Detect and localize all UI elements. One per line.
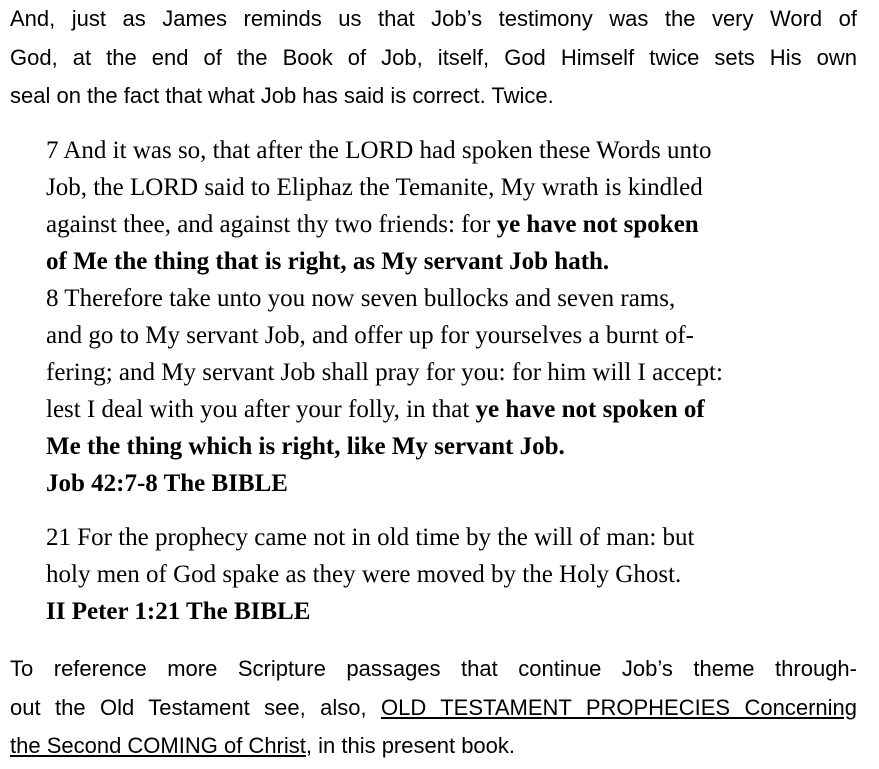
verse-8-line-3: fering; and My servant Job shall pray for you: for him will I accept:	[46, 359, 723, 386]
intro-line-1: And, just as James reminds us that Job’s testimony was the very Word of	[10, 6, 857, 31]
verse-8-emphasis: ye have not spoken of	[475, 396, 705, 423]
verse-7-line-3	[46, 206, 836, 243]
verse-7-line-4: of Me the thing that is right, as My servant Job hath.	[46, 248, 610, 275]
verse-8-line-1: 8 Therefore take unto you now seven bullocks and seven rams,	[46, 285, 676, 312]
verse-7-text: against thee, and against thy two friends: for	[46, 211, 497, 238]
verse-7-line-2: Job, the LORD said to Eliphaz the Temanite, My wrath is kindled	[46, 174, 703, 201]
verse-7-line-1: 7 And it was so, that after the LORD had spoken these Words unto	[46, 137, 712, 164]
verse-21-line-1: 21 For the prophecy came not in old time by the will of man: but	[46, 524, 695, 551]
verse-7-emphasis: ye have not spoken	[496, 211, 699, 238]
intro-line-2: God, at the end of the Book of Job, itself, God Himself twice sets His own	[10, 44, 857, 70]
verse-8-line-2: and go to My servant Job, and offer up for yourselves a burnt of-	[46, 322, 694, 349]
scripture-quote-job	[46, 132, 836, 502]
verse-21-line-2: holy men of God spake as they were moved by the Holy Ghost.	[46, 561, 682, 588]
scripture-quote-peter	[46, 519, 836, 630]
intro-line-3: seal on the fact that what Job has said is correct. Twice.	[10, 83, 554, 108]
cross-reference-link[interactable]: OLD TESTAMENT PROPHECIES Concerning	[380, 694, 857, 720]
closing-line-1: To reference more Scripture passages that continue Job’s theme through-	[10, 656, 857, 681]
scripture-reference-job: Job 42:7-8 The BIBLE	[46, 470, 288, 497]
closing-text-end: , in this present book.	[305, 733, 516, 758]
closing-line-3	[10, 727, 857, 766]
verse-8-text: lest I deal with you after your folly, in that	[46, 396, 476, 423]
intro-paragraph	[10, 0, 857, 116]
cross-reference-link-continued[interactable]: the Second COMING of Christ	[10, 733, 306, 758]
scripture-reference-peter: II Peter 1:21 The BIBLE	[46, 598, 311, 625]
closing-text: out the Old Testament see, also,	[10, 694, 381, 720]
verse-8-line-4	[46, 391, 836, 428]
verse-8-line-5: Me the thing which is right, like My servant Job.	[46, 433, 565, 460]
closing-line-2	[10, 689, 857, 728]
closing-paragraph	[10, 650, 857, 766]
